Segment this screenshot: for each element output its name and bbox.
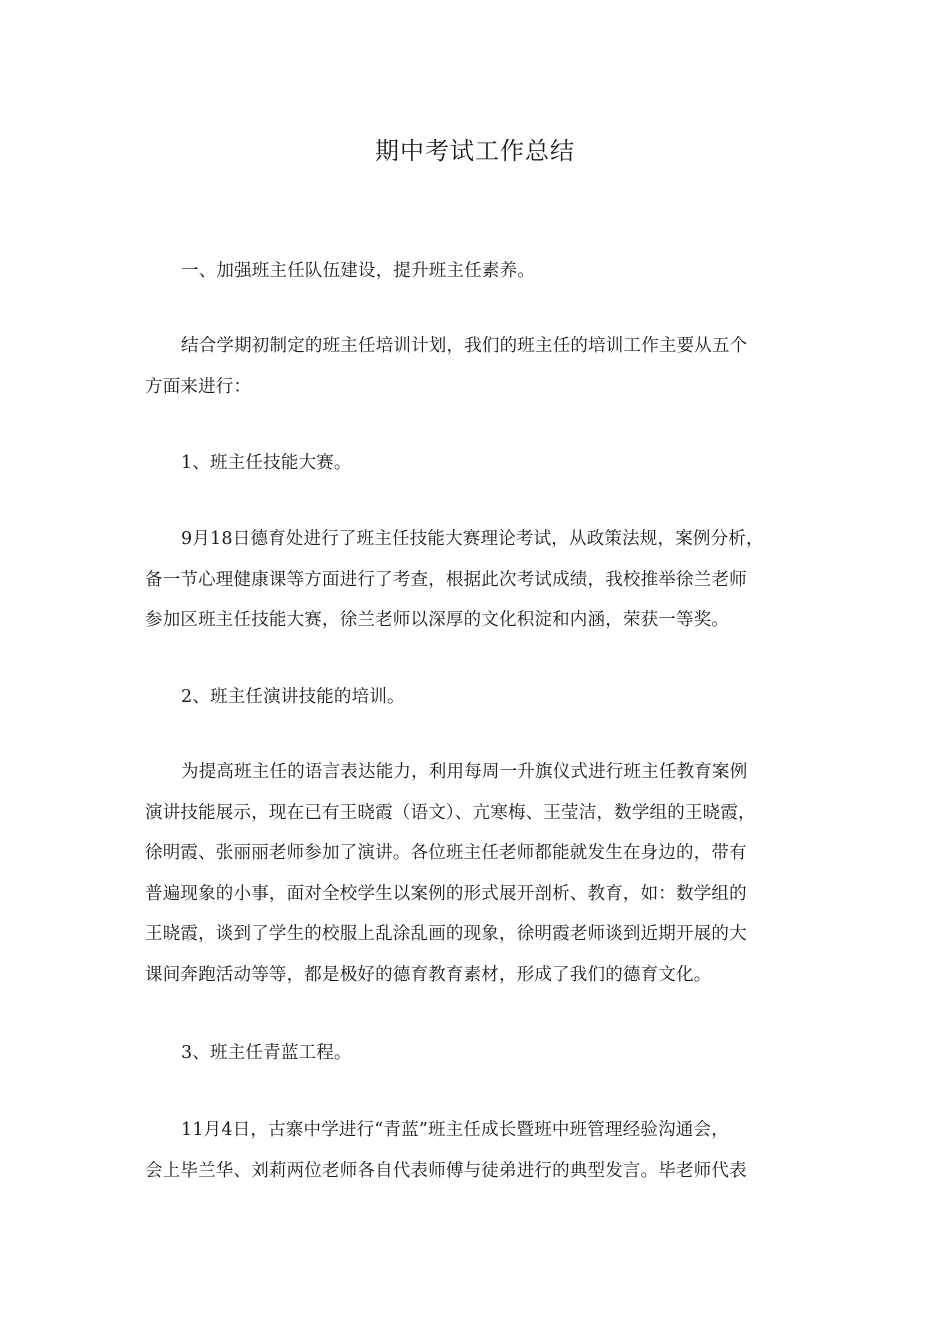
- item-heading-2: 2、班主任演讲技能的培训。: [181, 687, 405, 707]
- item-1-paragraph: [145, 519, 815, 641]
- text-line: 为提高班主任的语言表达能力，利用每周一升旗仪式进行班主任教育案例: [181, 762, 748, 782]
- section-heading-1: 一、加强班主任队伍建设，提升班主任素养。: [181, 261, 535, 281]
- text-line: 备一节心理健康课等方面进行了考查，根据此次考试成绩，我校推举徐兰老师: [145, 569, 747, 590]
- item-2-paragraph: [145, 752, 815, 995]
- text-line: 9月18日德育处进行了班主任技能大赛理论考试，从政策法规，案例分析，: [181, 529, 764, 549]
- document-title: 期中考试工作总结: [375, 137, 575, 165]
- text-line: 徐明霞、张丽丽老师参加了演讲。各位班主任老师都能就发生在身边的，带有: [145, 843, 747, 863]
- text-line: 结合学期初制定的班主任培训计划，我们的班主任的培训工作主要从五个: [181, 336, 748, 356]
- item-3-paragraph: [145, 1110, 815, 1191]
- text-line: 课间奔跑活动等等，都是极好的德育教育素材，形成了我们的德育文化。: [145, 964, 712, 985]
- text-line: 方面来进行：: [145, 376, 252, 397]
- text-line: 普遍现象的小事，面对全校学生以案例的形式展开剖析、教育，如：数学组的: [145, 883, 747, 904]
- text-line: 王晓霞，谈到了学生的校服上乱涂乱画的现象，徐明霞老师谈到近期开展的大: [145, 924, 747, 944]
- section-intro-paragraph: [145, 326, 815, 407]
- text-line: 11月4日，古寨中学进行“青蓝”班主任成长暨班中班管理经验沟通会，: [181, 1120, 729, 1140]
- text-line: 参加区班主任技能大赛，徐兰老师以深厚的文化积淀和内涵，荣获一等奖。: [145, 610, 730, 630]
- text-line: 会上毕兰华、刘莉两位老师各自代表师傅与徒弟进行的典型发言。毕老师代表: [145, 1160, 747, 1181]
- item-heading-3: 3、班主任青蓝工程。: [181, 1043, 352, 1063]
- item-heading-1: 1、班主任技能大赛。: [181, 453, 352, 473]
- text-line: 演讲技能展示，现在已有王晓霞（语文）、亢寒梅、王莹洁，数学组的王晓霞，: [145, 802, 756, 823]
